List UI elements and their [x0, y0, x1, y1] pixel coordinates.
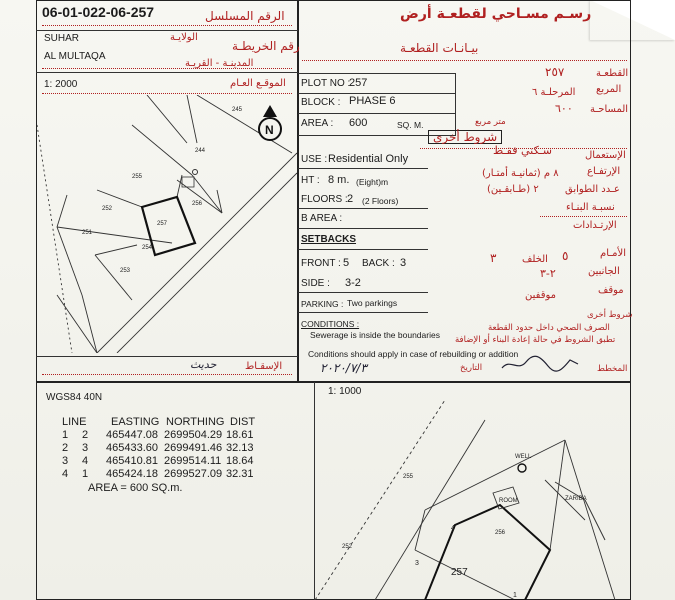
- building-area-label-arabic: نسبـة البنـاء: [566, 202, 615, 213]
- table-row-1-dist: 18.61: [226, 429, 254, 441]
- table-row-1-easting: 465447.08: [106, 429, 158, 441]
- plot-boundary: [375, 420, 485, 600]
- parking-label-arabic: موقف: [598, 285, 624, 296]
- table-row-3-easting: 465410.81: [106, 455, 158, 467]
- back-value: 3: [400, 257, 407, 269]
- height-value: 8 m.: [328, 174, 350, 186]
- wilayat-label: الولايـة: [170, 32, 198, 43]
- table-row-4-from: 4: [62, 468, 69, 480]
- well-label: WELL: [515, 454, 532, 460]
- plot-boundary: [95, 245, 137, 255]
- plot-boundary: [57, 227, 172, 243]
- col-header-northing: NORTHING: [166, 416, 225, 428]
- block-arabic-value: المرحلـة ٦: [532, 87, 576, 98]
- room-label: ROOM: [499, 498, 518, 504]
- road-edge: [117, 173, 297, 353]
- height-label-arabic: الإرتفـاع: [587, 166, 621, 177]
- table-row-1-northing: 2699504.29: [164, 429, 223, 441]
- side-arabic-value: ٢-٣: [540, 267, 556, 280]
- plot-number-arabic: ٢٥٧: [545, 65, 565, 79]
- plot-boundary: [565, 440, 615, 600]
- area-arabic-value: ٦٠٠: [555, 102, 573, 115]
- conditions-label: CONDITIONS :: [301, 319, 360, 329]
- plot-boundary: [57, 227, 82, 295]
- site-scale: 1: 2000: [44, 79, 78, 90]
- plot-boundary: [97, 190, 142, 207]
- front-label: FRONT :: [301, 258, 341, 269]
- building-conditions-heading: شروط أخرى: [428, 130, 502, 144]
- corner-label: 3: [415, 560, 419, 567]
- table-row-3-from: 3: [62, 455, 69, 467]
- back-label-arabic: الخلف: [522, 254, 548, 265]
- date-handwriting: ٢٠٢٠/٧/٣: [320, 361, 367, 375]
- detail-plot-label: 256: [495, 530, 506, 536]
- site-plot-label: 255: [132, 174, 143, 180]
- setbacks-heading-arabic: الإرتـدادات: [573, 220, 617, 231]
- date-label-arabic: التاريخ: [460, 363, 483, 373]
- total-area: AREA = 600 SQ.m.: [88, 482, 183, 494]
- serial-number-label: الرقم المسلسل: [205, 9, 285, 23]
- parking-value: Two parkings: [347, 298, 398, 308]
- back-label: BACK :: [362, 258, 395, 269]
- height-arabic-value: ٨ م (ثمانيـة أمتـار): [482, 168, 559, 179]
- svg-text:N: N: [265, 123, 274, 137]
- detail-scale: 1: 1000: [328, 386, 362, 397]
- site-plot-label: 244: [195, 148, 206, 154]
- table-row-2-northing: 2699491.46: [164, 442, 223, 454]
- plot-number: 257: [349, 77, 368, 89]
- signature-mark: [500, 352, 580, 374]
- datum-label: WGS84 40N: [46, 392, 103, 403]
- projection-handwriting: حديث: [190, 358, 217, 371]
- plot-number-label: PLOT NO :: [301, 78, 351, 89]
- col-header-dist: DIST: [230, 416, 256, 428]
- table-row-3-northing: 2699514.11: [164, 455, 222, 467]
- block-label: BLOCK :: [301, 97, 341, 108]
- corner-label: 4: [451, 525, 455, 532]
- plot-boundary: [132, 125, 192, 175]
- site-plan-map: [37, 95, 297, 353]
- use-arabic-value: سـكني فقـط: [493, 144, 552, 157]
- plot-boundary: [550, 440, 565, 550]
- plot-boundary: [95, 255, 132, 300]
- projection-label: الإسقـاط: [245, 361, 283, 372]
- table-row-4-to: 1: [82, 468, 89, 480]
- floors-label-arabic: عـدد الطوابق: [565, 184, 620, 195]
- site-line: [187, 95, 197, 143]
- plot-boundary: [415, 510, 425, 550]
- plot-data-heading: بيـانـات القطعـة: [400, 41, 479, 55]
- side-label-arabic: الجانبين: [588, 266, 620, 277]
- area-unit: SQ. M.: [397, 120, 424, 130]
- general-site-label: الموقـع العـام: [230, 78, 286, 89]
- building-area-label: B AREA :: [301, 213, 343, 224]
- plot-boundary: [82, 295, 97, 353]
- serial-number: 06-01-022-06-257: [42, 4, 155, 20]
- table-row-1-to: 2: [82, 429, 89, 441]
- site-line: [57, 295, 97, 353]
- plot-boundary: [177, 175, 182, 197]
- document-title: رسـم مسـاحي لقطعـة أرض: [400, 6, 592, 22]
- floors-arabic-value: ٢ (طـابقـين): [487, 184, 539, 195]
- table-row-4-dist: 32.31: [226, 468, 254, 480]
- site-plot-label: 245: [232, 107, 243, 113]
- block-value: PHASE 6: [349, 95, 396, 107]
- zariba-label: ZARIBA: [565, 496, 587, 502]
- map-number-label: رقم الخريطـة: [232, 39, 300, 53]
- north-arrow-icon: [259, 105, 281, 140]
- col-header-line: LINE: [62, 416, 87, 428]
- village-value: AL MULTAQA: [44, 51, 106, 62]
- sewerage-note: Sewerage is inside the boundaries: [310, 330, 440, 340]
- detail-plot-label: 257: [451, 567, 468, 578]
- side-label: SIDE :: [301, 278, 330, 289]
- corner-label: 1: [513, 592, 517, 599]
- table-row-1-from: 1: [62, 429, 69, 441]
- area-label: AREA :: [301, 118, 334, 129]
- road-edge: [97, 153, 297, 353]
- sewerage-arabic: الصرف الصحي داخل حدود القطعة: [488, 323, 610, 333]
- table-row-3-dist: 18.64: [226, 455, 254, 467]
- col-header-easting: EASTING: [111, 416, 160, 428]
- side-value: 3-2: [345, 277, 361, 289]
- table-row-4-northing: 2699527.09: [164, 468, 223, 480]
- detail-plot-label: 255: [403, 474, 414, 480]
- well-symbol: [193, 170, 198, 175]
- front-label-arabic: الأمـام: [600, 248, 627, 259]
- front-value: 5: [343, 257, 350, 269]
- table-row-2-easting: 465433.60: [106, 442, 158, 454]
- use-value: Residential Only: [328, 153, 409, 165]
- area-value: 600: [349, 117, 368, 129]
- well-symbol: [518, 464, 526, 472]
- table-row-4-easting: 465424.18: [106, 468, 158, 480]
- rebuild-arabic: تطبق الشروط في حالة إعادة البناء أو الإضافة: [455, 335, 616, 345]
- rebuild-note: Conditions should apply in case of rebuilding or addition: [308, 349, 519, 359]
- parking-arabic-value: موقفين: [525, 290, 556, 301]
- back-arabic-value: ٣: [490, 251, 497, 265]
- site-plot-label: 253: [120, 268, 131, 274]
- other-conditions-arabic: شروط أخرى: [587, 310, 633, 320]
- site-plot-label: 256: [192, 201, 203, 207]
- plot-label-arabic: القطعـة: [596, 68, 629, 79]
- detail-plot-label: 252: [342, 544, 353, 550]
- plot-boundary: [57, 195, 67, 227]
- edge-line: [37, 125, 72, 353]
- area-unit-arabic: متر مربع: [475, 117, 506, 127]
- planner-label-arabic: المخطط: [597, 364, 628, 374]
- table-row-3-to: 4: [82, 455, 89, 467]
- height-words: (Eight)m: [356, 177, 389, 187]
- area-label-arabic: المساحـة: [590, 104, 629, 115]
- road-edge: [315, 400, 445, 600]
- detail-plot-map: [315, 400, 631, 600]
- village-label: المدينـة - القريـة: [185, 58, 254, 69]
- use-label: USE :: [301, 154, 328, 165]
- table-row-2-from: 2: [62, 442, 69, 454]
- table-row-2-dist: 32.13: [226, 442, 254, 454]
- site-plot-label: 254: [142, 245, 153, 251]
- floors-label: FLOORS :: [301, 194, 348, 205]
- site-plot-label: 257: [157, 221, 168, 227]
- site-plot-label: 252: [102, 206, 113, 212]
- use-label-arabic: الإستعمال: [585, 150, 626, 161]
- floors-value: 2: [347, 193, 354, 205]
- wilayat-value: SUHAR: [44, 33, 80, 44]
- floors-words: (2 Floors): [362, 196, 399, 206]
- height-label: HT :: [301, 175, 320, 186]
- site-plot-label: 251: [82, 230, 93, 236]
- setbacks-heading: SETBACKS: [301, 234, 357, 245]
- site-line: [147, 95, 187, 143]
- parking-label: PARKING :: [301, 299, 344, 309]
- front-arabic-value: ٥: [562, 249, 569, 263]
- table-row-2-to: 3: [82, 442, 89, 454]
- block-label-arabic: المربع: [596, 84, 622, 95]
